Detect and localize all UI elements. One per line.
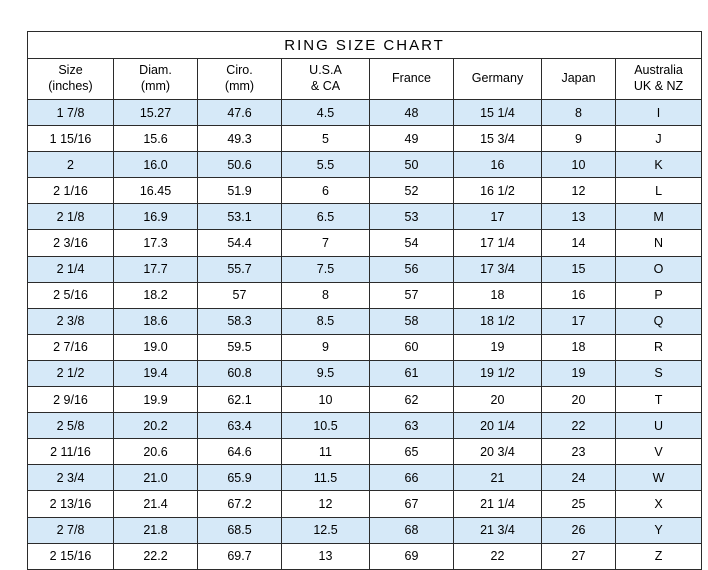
column-header-circumference xyxy=(198,59,282,100)
table-cell: 10 xyxy=(542,152,616,178)
table-cell: 19 1/2 xyxy=(454,360,542,386)
table-cell: 67 xyxy=(370,491,454,517)
table-cell: 17 1/4 xyxy=(454,230,542,256)
table-cell: 8.5 xyxy=(282,308,370,334)
table-row xyxy=(28,439,702,465)
table-row xyxy=(28,308,702,334)
table-cell: 2 1/16 xyxy=(28,178,114,204)
table-cell: L xyxy=(616,178,702,204)
table-cell: 66 xyxy=(370,465,454,491)
table-cell: 58 xyxy=(370,308,454,334)
table-cell: 20 3/4 xyxy=(454,439,542,465)
table-row xyxy=(28,152,702,178)
table-row xyxy=(28,413,702,439)
table-cell: 57 xyxy=(198,282,282,308)
table-cell: 2 9/16 xyxy=(28,387,114,413)
table-cell: 2 5/16 xyxy=(28,282,114,308)
table-cell: 54 xyxy=(370,230,454,256)
table-row xyxy=(28,204,702,230)
table-cell: 62 xyxy=(370,387,454,413)
table-cell: 2 15/16 xyxy=(28,543,114,569)
table-cell: 51.9 xyxy=(198,178,282,204)
table-cell: 16.9 xyxy=(114,204,198,230)
column-header-diameter-line1: Diam. xyxy=(139,63,172,78)
table-cell: 9 xyxy=(282,334,370,360)
table-cell: 12 xyxy=(542,178,616,204)
table-cell: 7.5 xyxy=(282,256,370,282)
table-cell: P xyxy=(616,282,702,308)
title-row xyxy=(28,32,702,59)
column-header-size-line2: (inches) xyxy=(48,79,93,93)
table-cell: 59.5 xyxy=(198,334,282,360)
column-header-row xyxy=(28,59,702,100)
table-cell: 25 xyxy=(542,491,616,517)
table-cell: 13 xyxy=(542,204,616,230)
column-header-france-line1: France xyxy=(392,71,431,86)
table-cell: 18 xyxy=(542,334,616,360)
table-cell: 2 7/16 xyxy=(28,334,114,360)
table-cell: 22 xyxy=(454,543,542,569)
table-cell: 2 7/8 xyxy=(28,517,114,543)
table-cell: N xyxy=(616,230,702,256)
table-cell: 53 xyxy=(370,204,454,230)
table-cell: 15 xyxy=(542,256,616,282)
column-header-germany-line1: Germany xyxy=(471,71,524,86)
table-cell: 52 xyxy=(370,178,454,204)
table-cell: 15 3/4 xyxy=(454,126,542,152)
table-cell: 21.8 xyxy=(114,517,198,543)
table-cell: 49.3 xyxy=(198,126,282,152)
table-cell: S xyxy=(616,360,702,386)
table-cell: 14 xyxy=(542,230,616,256)
table-cell: 19.9 xyxy=(114,387,198,413)
ring-size-chart-container xyxy=(27,31,684,564)
column-header-size-line1: Size xyxy=(58,63,83,78)
column-header-diameter xyxy=(114,59,198,100)
table-cell: 18 1/2 xyxy=(454,308,542,334)
table-cell: 15.6 xyxy=(114,126,198,152)
table-cell: 65.9 xyxy=(198,465,282,491)
table-row xyxy=(28,360,702,386)
table-cell: 26 xyxy=(542,517,616,543)
table-cell: 20 xyxy=(542,387,616,413)
table-cell: 20.6 xyxy=(114,439,198,465)
table-cell: 61 xyxy=(370,360,454,386)
table-cell: 15 1/4 xyxy=(454,100,542,126)
table-cell: 2 3/4 xyxy=(28,465,114,491)
table-cell: 12 xyxy=(282,491,370,517)
column-header-france xyxy=(370,59,454,100)
table-cell: 17 xyxy=(454,204,542,230)
table-cell: 50.6 xyxy=(198,152,282,178)
table-cell: 1 7/8 xyxy=(28,100,114,126)
ring-size-chart-table xyxy=(27,31,702,570)
table-cell: 60 xyxy=(370,334,454,360)
table-cell: R xyxy=(616,334,702,360)
table-cell: 9 xyxy=(542,126,616,152)
table-cell: 22.2 xyxy=(114,543,198,569)
table-cell: 19.0 xyxy=(114,334,198,360)
column-header-diameter-line2: (mm) xyxy=(140,79,171,93)
table-cell: 10 xyxy=(282,387,370,413)
table-cell: Z xyxy=(616,543,702,569)
table-cell: 1 15/16 xyxy=(28,126,114,152)
table-cell: 11 xyxy=(282,439,370,465)
table-row xyxy=(28,256,702,282)
table-cell: 2 1/4 xyxy=(28,256,114,282)
table-cell: 27 xyxy=(542,543,616,569)
table-cell: 16 xyxy=(454,152,542,178)
table-cell: 17.3 xyxy=(114,230,198,256)
table-row xyxy=(28,387,702,413)
table-cell: 6 xyxy=(282,178,370,204)
table-cell: 17 3/4 xyxy=(454,256,542,282)
table-cell: 68 xyxy=(370,517,454,543)
table-cell: Q xyxy=(616,308,702,334)
table-cell: 54.4 xyxy=(198,230,282,256)
table-cell: 69 xyxy=(370,543,454,569)
table-row xyxy=(28,491,702,517)
table-cell: Y xyxy=(616,517,702,543)
table-header xyxy=(28,32,702,100)
table-cell: 64.6 xyxy=(198,439,282,465)
table-cell: 2 3/8 xyxy=(28,308,114,334)
table-cell: 63 xyxy=(370,413,454,439)
table-cell: 21 3/4 xyxy=(454,517,542,543)
table-cell: 10.5 xyxy=(282,413,370,439)
table-cell: 4.5 xyxy=(282,100,370,126)
table-cell: 21 xyxy=(454,465,542,491)
table-cell: 2 1/8 xyxy=(28,204,114,230)
table-cell: U xyxy=(616,413,702,439)
table-row xyxy=(28,465,702,491)
table-cell: 53.1 xyxy=(198,204,282,230)
column-header-australia-uk-nz xyxy=(616,59,702,100)
table-cell: 5 xyxy=(282,126,370,152)
table-cell: 56 xyxy=(370,256,454,282)
table-cell: 65 xyxy=(370,439,454,465)
table-cell: 19.4 xyxy=(114,360,198,386)
table-row xyxy=(28,126,702,152)
table-row xyxy=(28,517,702,543)
table-cell: 6.5 xyxy=(282,204,370,230)
table-cell: 21 1/4 xyxy=(454,491,542,517)
table-cell: 8 xyxy=(282,282,370,308)
table-cell: 62.1 xyxy=(198,387,282,413)
table-cell: X xyxy=(616,491,702,517)
table-cell: 60.8 xyxy=(198,360,282,386)
table-cell: 18.2 xyxy=(114,282,198,308)
table-cell: 9.5 xyxy=(282,360,370,386)
table-cell: 2 3/16 xyxy=(28,230,114,256)
table-cell: 16 1/2 xyxy=(454,178,542,204)
table-cell: 2 1/2 xyxy=(28,360,114,386)
table-cell: 2 11/16 xyxy=(28,439,114,465)
table-cell: 17.7 xyxy=(114,256,198,282)
table-cell: 63.4 xyxy=(198,413,282,439)
table-cell: 19 xyxy=(454,334,542,360)
table-cell: 69.7 xyxy=(198,543,282,569)
table-cell: 23 xyxy=(542,439,616,465)
table-row xyxy=(28,178,702,204)
column-header-usa-ca-line1: U.S.A xyxy=(309,63,342,78)
column-header-size xyxy=(28,59,114,100)
table-cell: W xyxy=(616,465,702,491)
table-row xyxy=(28,282,702,308)
column-header-japan-line1: Japan xyxy=(561,71,596,86)
table-cell: 16.0 xyxy=(114,152,198,178)
table-cell: J xyxy=(616,126,702,152)
table-cell: 18.6 xyxy=(114,308,198,334)
table-cell: 20.2 xyxy=(114,413,198,439)
table-cell: 58.3 xyxy=(198,308,282,334)
table-cell: 21.0 xyxy=(114,465,198,491)
table-cell: 67.2 xyxy=(198,491,282,517)
table-cell: V xyxy=(616,439,702,465)
table-cell: 47.6 xyxy=(198,100,282,126)
table-cell: 55.7 xyxy=(198,256,282,282)
column-header-australia-uk-nz-line2: UK & NZ xyxy=(633,79,684,93)
table-cell: 22 xyxy=(542,413,616,439)
table-cell: 15.27 xyxy=(114,100,198,126)
table-cell: 5.5 xyxy=(282,152,370,178)
table-cell: 18 xyxy=(454,282,542,308)
table-cell: 2 xyxy=(28,152,114,178)
column-header-germany xyxy=(454,59,542,100)
table-body xyxy=(28,100,702,570)
table-cell: 48 xyxy=(370,100,454,126)
table-cell: 2 5/8 xyxy=(28,413,114,439)
table-cell: 24 xyxy=(542,465,616,491)
column-header-circumference-line1: Ciro. xyxy=(226,63,253,78)
table-cell: 2 13/16 xyxy=(28,491,114,517)
table-cell: 57 xyxy=(370,282,454,308)
table-cell: 49 xyxy=(370,126,454,152)
table-cell: 19 xyxy=(542,360,616,386)
table-cell: 20 1/4 xyxy=(454,413,542,439)
table-cell: 7 xyxy=(282,230,370,256)
table-cell: I xyxy=(616,100,702,126)
table-cell: 16 xyxy=(542,282,616,308)
table-cell: 68.5 xyxy=(198,517,282,543)
table-cell: O xyxy=(616,256,702,282)
table-cell: M xyxy=(616,204,702,230)
table-cell: T xyxy=(616,387,702,413)
table-row xyxy=(28,334,702,360)
table-cell: 12.5 xyxy=(282,517,370,543)
table-cell: 20 xyxy=(454,387,542,413)
table-cell: 11.5 xyxy=(282,465,370,491)
column-header-australia-uk-nz-line1: Australia xyxy=(634,63,683,78)
table-cell: K xyxy=(616,152,702,178)
column-header-circumference-line2: (mm) xyxy=(224,79,255,93)
table-row xyxy=(28,100,702,126)
table-cell: 17 xyxy=(542,308,616,334)
table-cell: 8 xyxy=(542,100,616,126)
column-header-usa-ca-line2: & CA xyxy=(310,79,341,93)
chart-title: RING SIZE CHART xyxy=(28,32,702,59)
table-row xyxy=(28,543,702,569)
column-header-japan xyxy=(542,59,616,100)
table-cell: 16.45 xyxy=(114,178,198,204)
table-cell: 50 xyxy=(370,152,454,178)
table-cell: 21.4 xyxy=(114,491,198,517)
table-cell: 13 xyxy=(282,543,370,569)
table-row xyxy=(28,230,702,256)
column-header-usa-ca xyxy=(282,59,370,100)
